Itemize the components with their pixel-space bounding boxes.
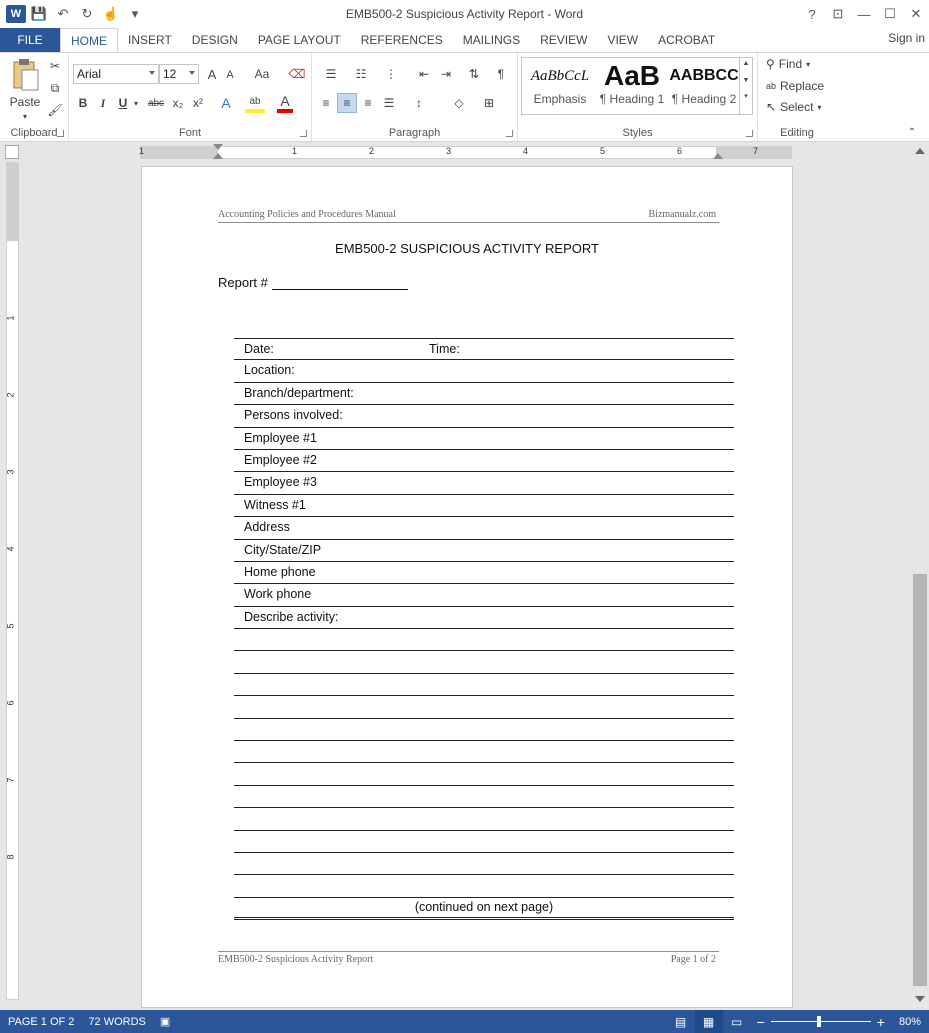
copy-icon[interactable]: ⧉ — [50, 80, 60, 95]
cursor-icon: ↖ — [766, 100, 777, 114]
form-row — [234, 360, 734, 382]
horizontal-ruler[interactable] — [140, 146, 792, 159]
form-row-label: Branch/department: — [244, 385, 354, 400]
read-mode-icon[interactable]: ▤ — [674, 1014, 687, 1029]
styles-launcher-icon[interactable] — [746, 130, 753, 137]
vertical-ruler[interactable] — [6, 162, 19, 1000]
grow-font-button[interactable]: A — [207, 66, 217, 82]
web-layout-icon[interactable]: ▭ — [730, 1014, 743, 1029]
align-center-icon[interactable]: ≡ — [337, 93, 357, 113]
first-line-indent-marker[interactable] — [213, 144, 223, 150]
align-left-icon[interactable]: ≡ — [322, 96, 330, 110]
paragraph-label: Paragraph — [388, 127, 441, 139]
zoom-in-button[interactable]: + — [876, 1013, 885, 1030]
proofing-icon[interactable]: ▣ — [159, 1016, 171, 1028]
decrease-indent-icon[interactable]: ⇤ — [418, 67, 430, 81]
superscript-button[interactable]: x² — [193, 96, 203, 110]
minimize-button[interactable]: — — [857, 6, 871, 22]
scroll-up-icon[interactable] — [915, 148, 925, 154]
replace-label: Replace — [780, 79, 825, 93]
document-area — [0, 162, 911, 1010]
font-launcher-icon[interactable] — [300, 130, 307, 137]
right-indent-marker[interactable] — [713, 153, 723, 159]
form-row-label: Persons involved: — [244, 408, 343, 423]
window-controls — [799, 0, 929, 28]
form-row — [234, 763, 734, 785]
increase-indent-icon[interactable]: ⇥ — [440, 67, 452, 81]
vruler-number: 3 — [5, 469, 16, 475]
binoculars-icon: ⚲ — [766, 57, 775, 71]
form-row — [234, 495, 734, 517]
change-case-button[interactable]: Aa — [254, 67, 270, 81]
styles-label: Styles — [622, 127, 653, 139]
footer-left-text: EMB500-2 Suspicious Activity Report — [218, 954, 374, 965]
form-row — [234, 472, 734, 494]
paste-dropdown-icon[interactable]: ▾ — [22, 111, 27, 121]
strikethrough-button[interactable]: abc — [147, 97, 165, 109]
zoom-level[interactable]: 80% — [898, 1015, 921, 1028]
vruler-number: 5 — [5, 623, 16, 629]
style-sample: AABBCC — [669, 67, 739, 84]
document-page[interactable] — [141, 166, 793, 1008]
select-label: Select — [780, 100, 814, 114]
quick-access-toolbar — [0, 4, 146, 24]
form-row — [234, 450, 734, 472]
tab-file[interactable]: FILE — [0, 28, 60, 52]
zoom-slider-thumb[interactable] — [817, 1016, 821, 1027]
form-row — [234, 674, 734, 696]
form-row — [234, 719, 734, 741]
tab-home[interactable]: HOME — [60, 28, 118, 53]
ribbon — [0, 52, 929, 142]
undo-button[interactable]: ↶ — [57, 6, 69, 21]
underline-dropdown-icon[interactable]: ▾ — [133, 98, 138, 108]
sort-icon[interactable]: ⇅ — [468, 67, 480, 81]
report-number-label: Report # — [218, 275, 268, 290]
tab-page-layout[interactable]: PAGE LAYOUT — [257, 33, 341, 47]
styles-gallery-scroll[interactable] — [739, 58, 752, 114]
footer-rule — [218, 951, 719, 952]
report-number-blank — [272, 278, 408, 290]
help-button[interactable]: ? — [808, 6, 816, 22]
form-row — [234, 540, 734, 562]
vruler-number: 4 — [5, 546, 16, 552]
highlight-button[interactable]: ab — [245, 93, 265, 113]
vertical-ruler-top-margin — [7, 163, 18, 241]
save-button[interactable]: 💾 — [30, 6, 48, 21]
font-color-button[interactable]: A — [277, 93, 293, 113]
style-heading-1[interactable] — [596, 60, 668, 112]
style-sample: AaB — [603, 60, 660, 91]
find-button[interactable] — [766, 57, 810, 71]
form-row — [234, 584, 734, 606]
vruler-number: 8 — [5, 854, 16, 860]
paragraph-launcher-icon[interactable] — [506, 130, 513, 137]
find-label: Find — [778, 57, 803, 71]
form-row-label: Employee #3 — [244, 475, 317, 490]
header-right-text: Bizmanualz.com — [648, 209, 716, 220]
justify-icon[interactable]: ☰ — [383, 96, 395, 110]
tab-references[interactable]: REFERENCES — [360, 33, 443, 47]
word-logo-icon[interactable]: W — [6, 5, 26, 23]
form-row-label: Describe activity: — [244, 609, 339, 624]
line-spacing-icon[interactable]: ↕ — [416, 96, 422, 110]
sign-in-link[interactable]: Sign in — [888, 31, 925, 45]
format-painter-icon[interactable]: 🖌 — [47, 103, 63, 117]
status-bar — [0, 1010, 929, 1033]
borders-icon[interactable]: ⊞ — [483, 96, 495, 110]
tab-selector[interactable] — [5, 145, 19, 159]
bullets-icon[interactable]: ☰ — [325, 67, 337, 81]
clear-formatting-icon[interactable]: ⌫ — [288, 67, 306, 81]
document-title: EMB500-2 SUSPICIOUS ACTIVITY REPORT — [335, 241, 599, 256]
underline-button[interactable]: U — [118, 96, 128, 110]
font-size-dropdown-icon[interactable] — [189, 71, 195, 75]
style-sample: AaBbCcL — [530, 67, 590, 84]
form-row — [234, 875, 734, 897]
date-label: Date: — [244, 342, 274, 356]
footer-page-number: Page 1 of 2 — [670, 954, 716, 965]
report-number-line — [218, 275, 408, 290]
paste-button[interactable]: Paste — [9, 95, 41, 109]
form-row-label: Employee #1 — [244, 430, 317, 445]
select-dropdown-icon: ▾ — [817, 102, 822, 112]
form-row — [234, 651, 734, 673]
select-button[interactable] — [766, 100, 821, 114]
maximize-button[interactable]: ☐ — [884, 6, 896, 21]
page-count[interactable]: PAGE 1 OF 2 — [8, 1015, 75, 1028]
font-name-dropdown-icon[interactable] — [149, 71, 155, 75]
window-title: EMB500-2 Suspicious Activity Report - Word — [345, 7, 584, 21]
font-group — [69, 53, 312, 141]
header-rule — [218, 222, 719, 223]
ruler-number: 2 — [369, 146, 375, 156]
customize-qat-button[interactable]: ▾ — [131, 6, 139, 21]
vruler-number: 6 — [5, 700, 16, 706]
title-bar — [0, 0, 929, 28]
form-row — [234, 629, 734, 651]
ribbon-display-options-button[interactable]: ⊡ — [832, 6, 844, 21]
ruler-number: 3 — [446, 146, 452, 156]
numbering-icon[interactable]: ☷ — [355, 67, 367, 81]
status-bar-right — [667, 1010, 929, 1033]
subscript-button[interactable]: x₂ — [172, 96, 184, 110]
vruler-number: 2 — [5, 392, 16, 398]
show-formatting-button[interactable]: ¶ — [497, 67, 505, 81]
close-button[interactable]: ✕ — [910, 6, 922, 21]
word-count[interactable]: 72 WORDS — [88, 1015, 146, 1028]
header-left-text: Accounting Policies and Procedures Manual — [218, 209, 396, 220]
style-heading-2[interactable] — [668, 60, 740, 112]
style-emphasis[interactable] — [524, 60, 596, 112]
gallery-down-icon[interactable]: ▼ — [742, 77, 750, 84]
ruler-number: 6 — [677, 146, 683, 156]
find-dropdown-icon: ▾ — [806, 59, 811, 69]
gallery-more-icon[interactable]: ▾ — [744, 93, 748, 100]
time-label: Time: — [429, 342, 460, 356]
ruler-number: 1 — [292, 146, 298, 156]
ruler-number: 5 — [600, 146, 606, 156]
multilevel-list-icon[interactable]: ⋮ — [385, 67, 397, 81]
form-row — [234, 517, 734, 539]
editing-label: Editing — [780, 127, 814, 139]
redo-button[interactable]: ↻ — [81, 6, 93, 21]
tab-design[interactable]: DESIGN — [191, 33, 238, 47]
tab-view[interactable]: VIEW — [607, 33, 639, 47]
font-size-input[interactable] — [159, 64, 199, 84]
form-row-label: Witness #1 — [244, 497, 306, 512]
ribbon-tabs — [0, 28, 929, 52]
shading-icon[interactable]: ◇ — [454, 96, 464, 110]
bold-button[interactable]: B — [78, 96, 88, 110]
vruler-number: 7 — [5, 777, 16, 783]
tab-review[interactable]: REVIEW — [540, 33, 588, 47]
tab-acrobat[interactable]: ACROBAT — [658, 33, 716, 47]
style-name: Emphasis — [533, 92, 587, 106]
font-label: Font — [178, 127, 201, 139]
print-layout-icon[interactable]: ▦ — [695, 1010, 723, 1033]
form-row — [234, 786, 734, 808]
clipboard-group — [0, 53, 69, 141]
clipboard-label: Clipboard — [10, 127, 58, 139]
form-row — [234, 696, 734, 718]
font-name-value: Arial — [77, 67, 102, 81]
style-name: ¶ Heading 1 — [599, 92, 665, 106]
font-size-value: 12 — [163, 67, 177, 81]
clipboard-launcher-icon[interactable] — [57, 130, 64, 137]
vruler-number: 1 — [5, 315, 16, 321]
zoom-out-button[interactable]: − — [756, 1013, 765, 1030]
tab-insert[interactable]: INSERT — [128, 33, 172, 47]
form-row — [234, 428, 734, 450]
form-row — [234, 853, 734, 875]
collapse-ribbon-icon[interactable]: ⌃ — [907, 126, 917, 138]
zoom-slider[interactable] — [771, 1021, 871, 1022]
gallery-up-icon[interactable]: ▲ — [742, 60, 750, 67]
form-row-label: Work phone — [244, 587, 312, 602]
replace-icon: ab — [766, 81, 777, 91]
styles-gallery — [521, 57, 753, 115]
vertical-scrollbar[interactable] — [911, 142, 929, 1010]
cut-icon[interactable]: ✂ — [49, 59, 61, 73]
report-form-table — [234, 338, 734, 920]
form-row — [234, 808, 734, 830]
form-row — [234, 383, 734, 405]
font-name-input[interactable] — [73, 64, 159, 84]
ruler-number: 1 — [139, 146, 145, 156]
form-row-label: City/State/ZIP — [244, 542, 322, 557]
ruler-number: 7 — [753, 146, 759, 156]
form-row — [234, 741, 734, 763]
form-row-label: Home phone — [244, 564, 316, 579]
continued-note: (continued on next page) — [234, 898, 734, 920]
italic-button[interactable]: I — [100, 95, 106, 110]
touch-mode-button[interactable]: ☝ — [102, 6, 120, 21]
form-row — [234, 831, 734, 853]
form-row-label: Location: — [244, 363, 295, 378]
paragraph-group — [312, 53, 518, 141]
form-row — [234, 405, 734, 427]
paste-icon[interactable] — [8, 57, 42, 93]
scroll-down-icon[interactable] — [915, 996, 925, 1002]
text-effects-button[interactable]: A — [221, 95, 231, 111]
align-right-icon[interactable]: ≡ — [364, 96, 372, 110]
ruler-left-margin — [141, 147, 218, 158]
shrink-font-button[interactable]: A — [226, 69, 234, 81]
scrollbar-thumb[interactable] — [913, 574, 927, 986]
form-row-label: Employee #2 — [244, 452, 317, 467]
form-row — [234, 607, 734, 629]
form-row-label: Address — [244, 520, 290, 535]
horizontal-ruler-area — [0, 142, 929, 162]
ruler-number: 4 — [523, 146, 529, 156]
style-name: ¶ Heading 2 — [671, 92, 737, 106]
form-row — [234, 562, 734, 584]
tab-mailings[interactable]: MAILINGS — [462, 33, 521, 47]
replace-button[interactable] — [766, 79, 824, 93]
form-row-date-time — [234, 338, 734, 360]
hanging-indent-marker[interactable] — [213, 153, 223, 159]
